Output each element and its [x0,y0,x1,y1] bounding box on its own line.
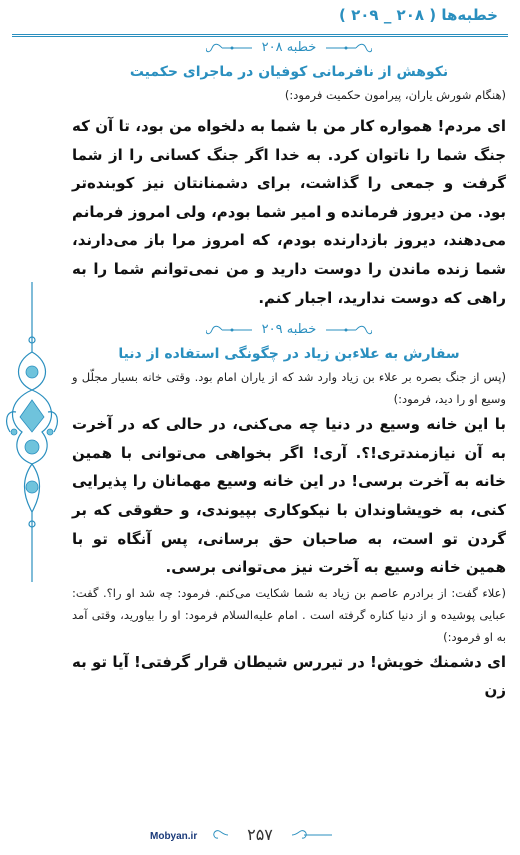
sermon-209-heading [72,322,506,342]
flourish-icon [206,43,252,53]
flourish-icon [326,43,372,53]
header-title: خطبه‌ها ( ۲۰۸ _ ۲۰۹ ) [339,6,498,24]
flourish-icon [292,829,332,841]
sermon-208-subtitle: نکوهش از نافرمانی کوفیان در ماجرای حکمیت [129,64,449,80]
sermon-208-heading [72,40,506,60]
sermon-209-paragraph: با این خانه وسیع در دنیا چه می‌کنی، در حالی که در آخرت به آن نیازمندتری!؟. آری! اگر بخواهی می‌توانی با همین خانه به آخرت برسی! در این خانه وسیع مهمانان را پذیرایی کنی، به خویشاوندان با نیکوکاری بپیوندی، و حقوقی که بر گردن تو است، به صاحبان حق برسانی، پس آنگاه تو با همین خانه وسیع به آخرت نیز می‌توانی برسی. [72,415,506,577]
site-watermark: Mobyan.ir [150,831,198,842]
margin-ornament-icon [4,282,60,582]
page-footer [150,825,370,847]
flourish-icon [210,829,228,841]
sermon-209-subtitle: سفارش به علاءبن زیاد در چگونگی استفاده از دنیا [118,346,460,363]
sermon-209-note-2: (علاء گفت: از برادرم عاصم بن زیاد به شما شکایت می‌کنم. فرمود: چه شد او را؟. گفت: عبایی پوشیده و از دنیا کناره گرفته است . امام علیه‌السلام فرمود: او را بیاورید، وقتی آمد به او فرمود:) [72,585,506,644]
sermon-208-label: خطبه ۲۰۸ [261,40,317,55]
sermon-209-note: (پس از جنگ بصره بر علاء بن زیاد وارد شد که از یاران امام بود. وقتی خانه بسیار مجلّل و وسیع او را دید، فرمود:) [72,370,506,407]
header-rule [12,34,508,37]
running-header [14,6,498,32]
flourish-icon [326,325,372,335]
flourish-icon [206,325,252,335]
sermon-209-label: خطبه ۲۰۹ [261,322,317,338]
sermon-208-note: (هنگام شورش یاران، پیرامون حکمیت فرمود:) [284,88,506,102]
sermon-209-paragraph-2: ای دشمنك خویش! در تیررس شیطان قرار گرفتی! آیا تو به زن [72,652,506,700]
sermon-208-paragraph: ای مردم! همواره کار من با شما به دلخواه من بود، تا آن که جنگ شما را ناتوان کرد. به خدا اگر جنگ کسانی را از شما گرفت و جمعی را گذاشت، برای دشمنانتان نیز کوبنده‌تر بود. من دیروز فرمانده و امیر شما بودم، ولی امروز فرمانم می‌دهند، دیروز بازدارنده بودم، که امروز مرا باز می‌دارند، شما زنده ماندن را دوست دارید و من نمی‌توانم شما را به راهی که دوست ندارید، اجبار کنم. [72,117,506,307]
page-body [72,40,506,705]
page-number: ۲۵۷ [247,825,273,844]
